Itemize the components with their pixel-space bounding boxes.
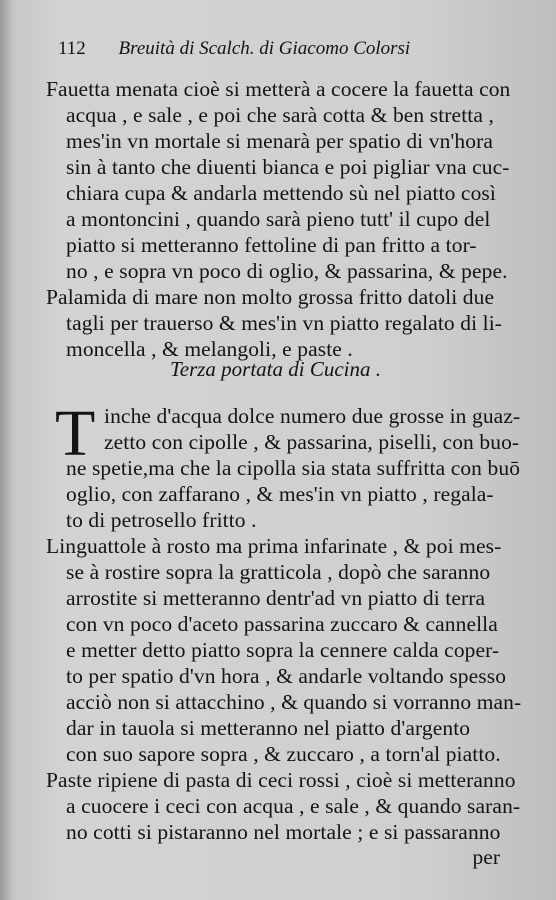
section-heading: Terza portata di Cucina .: [170, 357, 382, 381]
text-line: se à rostire sopra la gratticola , dopò che saranno: [66, 560, 491, 584]
text-line: tagli per trauerso & mes'in vn piatto regalato di li-: [66, 311, 503, 335]
text-line: no cotti si pistaranno nel mortale ; e si passaranno: [66, 820, 501, 844]
text-line: Linguattole à rosto ma prima infarinate , & poi mes-: [46, 534, 502, 558]
text-line: acqua , e sale , e poi che sarà cotta & ben stretta ,: [66, 103, 494, 127]
text-line: moncella , & melangoli, e paste .: [66, 337, 353, 361]
text-line: no , e sopra vn poco di oglio, & passarina, & pepe.: [66, 259, 508, 283]
text-line: dar in tauola si metteranno nel piatto d'argento: [66, 716, 471, 740]
text-line: Palamida di mare non molto grossa fritto datoli due: [46, 285, 495, 309]
page-number: 112: [58, 38, 86, 59]
catchword: per: [472, 845, 500, 869]
text-line: con suo sapore sopra , & zuccaro , a torn'al piatto.: [66, 742, 501, 766]
text-line: inche d'acqua dolce numero due grosse in guaz-: [104, 404, 521, 428]
text-line: con vn poco d'aceto passarina zuccaro & cannella: [66, 612, 498, 636]
text-line: arrostite si metteranno dentr'ad vn piatto di terra: [66, 586, 486, 610]
text-line: a cuocere i ceci con acqua , e sale , & quando saran-: [66, 794, 521, 818]
text-line: mes'in vn mortale si menarà per spatio di vn'hora: [66, 129, 494, 153]
text-line: to per spatio d'vn hora , & andarle voltando spesso: [66, 664, 507, 688]
text-line: ne spetie,ma che la cipolla sia stata suffritta con buō: [66, 456, 521, 480]
text-line: oglio, con zaffarano , & mes'in vn piatto , regala-: [66, 482, 494, 506]
text-line: a montoncini , quando sarà pieno tutt' il cupo del: [66, 207, 491, 231]
text-line: Paste ripiene di pasta di ceci rossi , cioè si metteranno: [46, 768, 516, 792]
running-title: Breuità di Scalch. di Giacomo Colorsi: [118, 38, 411, 59]
text-line: piatto si metteranno fettoline di pan fritto a tor-: [66, 233, 477, 257]
drop-capital: T: [55, 397, 96, 470]
text-line: zetto con cipolle , & passarina, piselli, con buo-: [104, 430, 520, 454]
text-line: to di petrosello fritto .: [66, 508, 257, 532]
text-line: e metter detto piatto sopra la cennere calda coper-: [66, 638, 500, 662]
text-line: Fauetta menata cioè si metterà a cocere la fauetta con: [46, 77, 511, 101]
text-line: chiara cupa & andarla mettendo sù nel piatto così: [66, 181, 496, 205]
text-line: acciò non si attacchino , & quando si vorranno man-: [66, 690, 522, 714]
running-head: [58, 38, 536, 60]
text-line: sin à tanto che diuenti bianca e poi pigliar vna cuc-: [66, 155, 510, 179]
